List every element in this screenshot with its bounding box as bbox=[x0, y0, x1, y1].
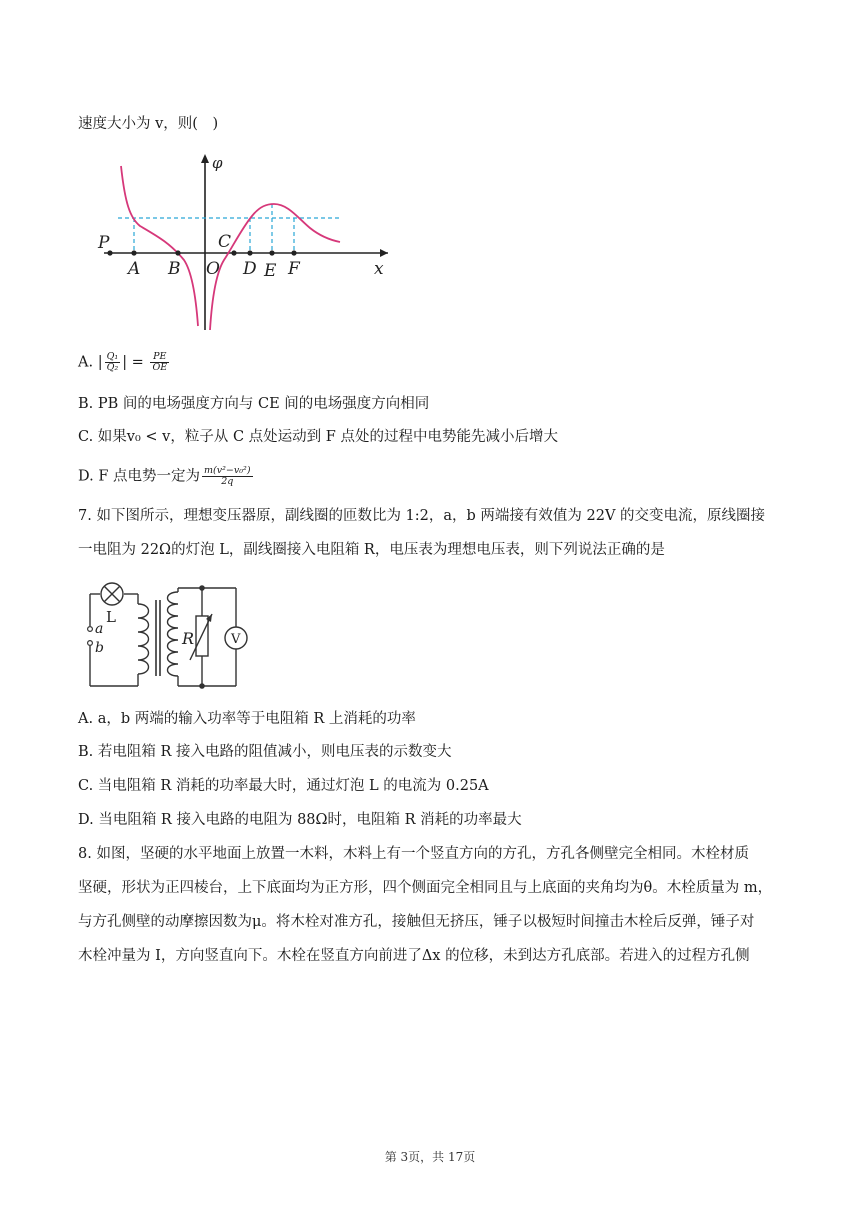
q6-option-d-frac bbox=[202, 466, 253, 487]
q7-option-b: B. 若电阻箱 R 接入电路的阻值减小，则电压表的示数变大 bbox=[78, 744, 452, 760]
q7-line-1: 7. 如下图所示，理想变压器原，副线圈的匝数比为 1:2，a，b 两端接有效值为 22V 的交变电流，原线圈接 bbox=[78, 508, 766, 524]
page-footer: 第 3页，共 17页 bbox=[384, 1150, 476, 1164]
q6-option-a-frac bbox=[150, 352, 169, 373]
q6-option-a-den: OE bbox=[152, 362, 168, 373]
transformer-circuit bbox=[80, 578, 250, 692]
point-b-label: B bbox=[168, 259, 181, 279]
q7-option-d: D. 当电阻箱 R 接入电路的电阻为 88Ω时，电阻箱 R 消耗的功率最大 bbox=[78, 812, 522, 828]
axis-x-label: x bbox=[374, 259, 384, 279]
q6-option-a-q2: Q₂ bbox=[106, 362, 119, 373]
q7-line-2: 一电阻为 22Ω的灯泡 L，副线圈接入电阻箱 R，电压表为理想电压表，则下列说法正确的是 bbox=[78, 542, 665, 558]
q6-option-d-den: 2q bbox=[221, 476, 234, 487]
voltmeter-label: V bbox=[231, 632, 241, 647]
q6-intro-tail: 速度大小为 v，则( ) bbox=[78, 116, 219, 132]
point-o-label: O bbox=[206, 259, 220, 279]
q6-option-a bbox=[78, 352, 782, 373]
axis-y-label: φ bbox=[212, 154, 223, 172]
q6-option-c: C. 如果v₀ < v，粒子从 C 点处运动到 F 点处的过程中电势能先减小后增大 bbox=[78, 429, 558, 445]
potential-graph bbox=[92, 148, 402, 338]
q8-line-1: 8. 如图，坚硬的水平地面上放置一木料，木料上有一个竖直方向的方孔，方孔各侧壁完全相同。木栓材质 bbox=[78, 846, 749, 862]
point-d-label: D bbox=[243, 259, 257, 279]
q6-option-a-ratio bbox=[105, 352, 121, 373]
resistor-label: R bbox=[182, 629, 195, 648]
q8-line-3: 与方孔侧壁的动摩擦因数为μ。将木栓对准方孔，接触但无挤压，锤子以极短时间撞击木栓后反弹，锤子对 bbox=[78, 914, 755, 930]
point-f-label: F bbox=[288, 259, 300, 279]
point-e-label: E bbox=[264, 261, 277, 281]
q6-option-b: B. PB 间的电场强度方向与 CE 间的电场强度方向相同 bbox=[78, 396, 430, 412]
q6-option-d-prefix: D. F 点电势一定为 bbox=[78, 468, 200, 485]
q6-option-d-num: m(v²−v₀²) bbox=[204, 465, 251, 476]
terminal-b-label: b bbox=[95, 640, 104, 656]
q7-option-c: C. 当电阻箱 R 消耗的功率最大时，通过灯泡 L 的电流为 0.25A bbox=[78, 778, 489, 794]
q6-option-d bbox=[78, 466, 782, 487]
q6-option-a-num: PE bbox=[150, 352, 169, 363]
lamp-label: L bbox=[106, 608, 116, 626]
point-a-label: A bbox=[128, 259, 141, 279]
q7-option-a: A. a，b 两端的输入功率等于电阻箱 R 上消耗的功率 bbox=[78, 711, 416, 727]
point-c-label: C bbox=[218, 232, 232, 252]
q6-option-a-mid: | = bbox=[122, 354, 144, 371]
q6-option-a-prefix: A. | bbox=[78, 354, 103, 371]
terminal-a-label: a bbox=[95, 621, 104, 637]
q6-option-a-q1: Q₁ bbox=[106, 351, 119, 362]
q8-line-4: 木栓冲量为 I，方向竖直向下。木栓在竖直方向前进了Δx 的位移，未到达方孔底部。若进入的过程方孔侧 bbox=[78, 948, 750, 964]
q8-line-2: 坚硬，形状为正四棱台，上下底面均为正方形，四个侧面完全相同且与上底面的夹角均为θ。木栓质量为 m， bbox=[78, 880, 773, 896]
point-p-label: P bbox=[98, 233, 110, 253]
